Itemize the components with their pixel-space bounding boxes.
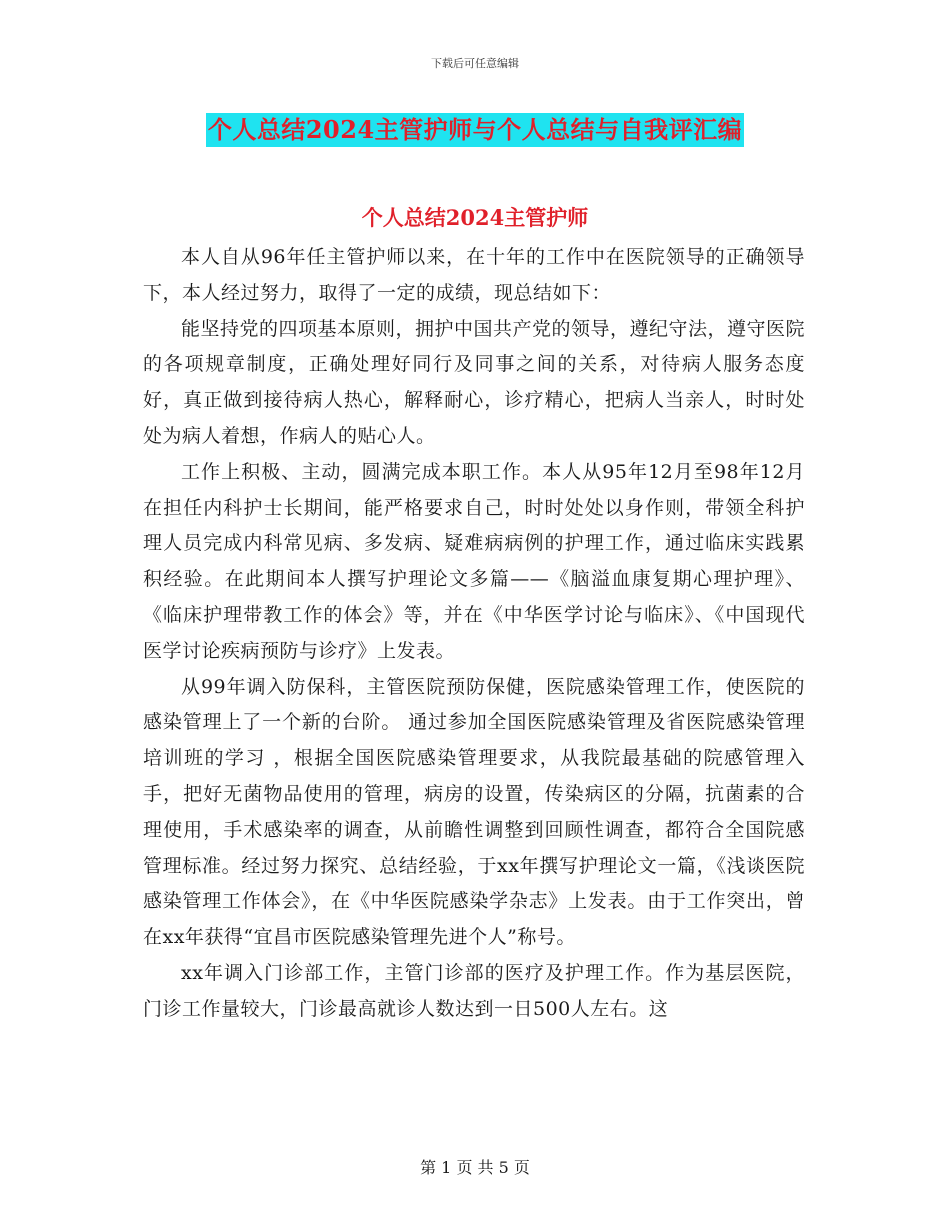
paragraph: xx年调入门诊部工作，主管门诊部的医疗及护理工作。作为基层医院，门诊工作量较大，门诊最高就诊人数达到一日500人左右。这 [143,961,805,1020]
document-title-container [0,113,950,147]
paragraph: 本人自从96年任主管护师以来，在十年的工作中在医院领导的正确领导下，本人经过努力，取得了一定的成绩，现总结如下： [143,246,805,304]
document-title: 个人总结2024主管护师与个人总结与自我评汇编 [206,113,744,147]
page-number: 第 1 页 共 5 页 [420,1158,530,1177]
paragraph: 能坚持党的四项基本原则，拥护中国共产党的领导，遵纪守法，遵守医院的各项规章制度，正确处理好同行及同事之间的关系，对待病人服务态度好，真正做到接待病人热心，解释耐心，诊疗精心，把病人当亲人，时时处处为病人着想，作病人的贴心人。 [143,317,806,447]
section-title: 个人总结2024主管护师 [361,205,589,230]
paragraph: 工作上积极、主动，圆满完成本职工作。本人从95年12月至98年12月在担任内科护士长期间，能严格要求自己，时时处处以身作则，带领全科护理人员完成内科常见病、多发病、疑难病病例的护理工作，通过临床实践累积经验。在此期间本人撰写护理论文多篇——《脑溢血康复期心理护理》、《临床护理带教工作的体会》等，并在《中华医学讨论与临床》、《中国现代医学讨论疾病预防与诊疗》上发表。 [143,460,805,662]
header-note: 下载后可任意编辑 [431,57,519,70]
document-body [143,220,805,1028]
paragraph: 从99年调入防保科，主管医院预防保健，医院感染管理工作，使医院的感染管理上了一个新的台阶。 通过参加全国医院感染管理及省医院感染管理培训班的学习 ，根据全国医院感染管理要求，从我院最基础的院感管理入手，把好无菌物品使用的管理，病房的设置，传染病区的分隔，抗菌素的合理使用，手术感染率的调查，从前瞻性调整到回顾性调查，都符合全国院感管理标准。经过努力探究、总结经验，于xx年撰写护理论文一篇，《浅谈医院感染管理工作体会》，在《中华医院感染学杂志》上发表。由于工作突出，曾在xx年获得“宜昌市医院感染管理先进个人”称号。 [143,675,805,949]
